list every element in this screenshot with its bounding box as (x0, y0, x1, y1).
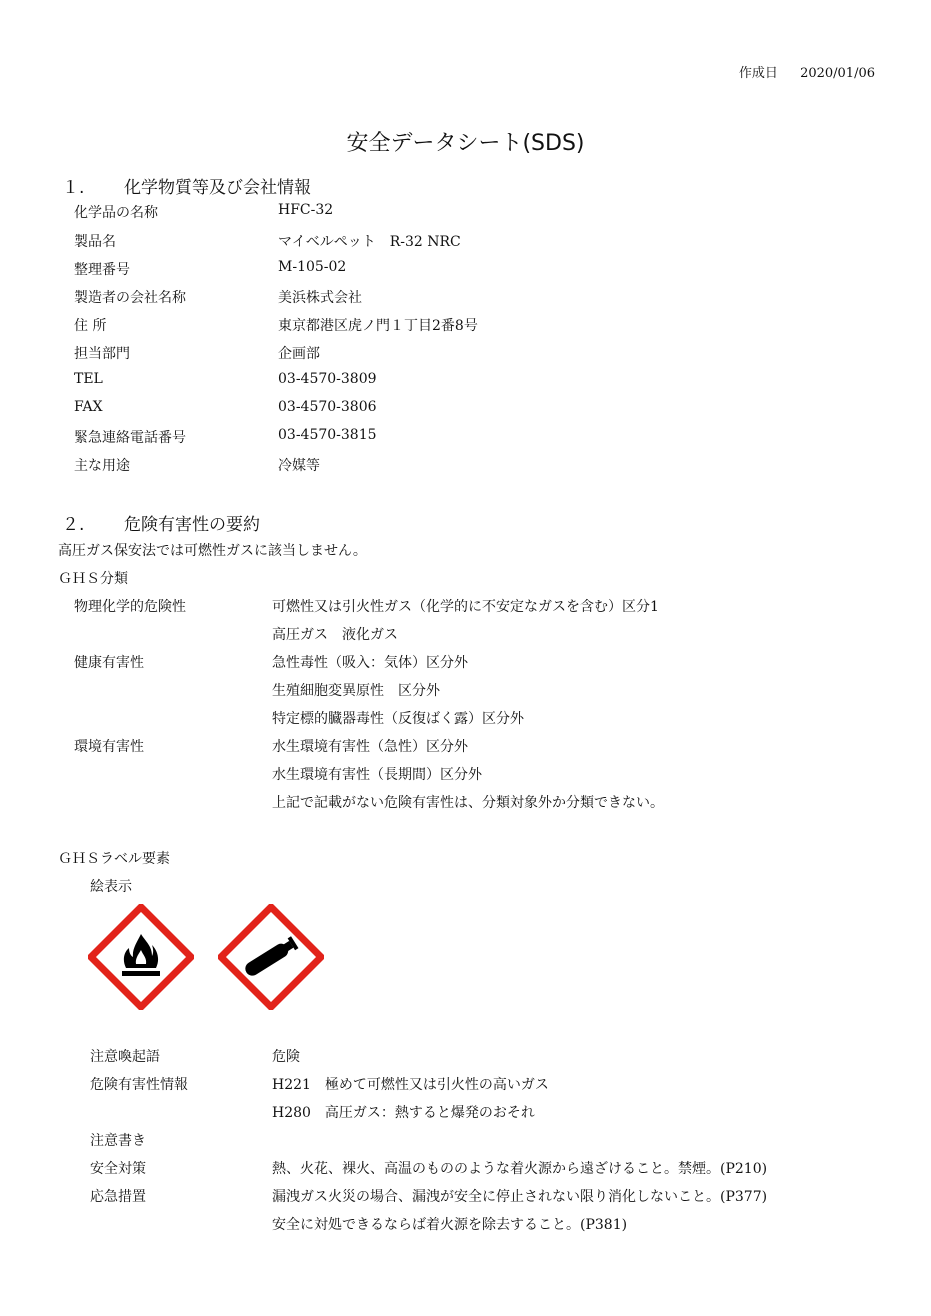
classification-value: 水生環境有害性（急性）区分外 (272, 739, 468, 755)
ghs-classification-title: ＧＨＳ分類 (58, 571, 128, 587)
s1-row-value: 企画部 (278, 346, 320, 362)
s1-row-value: 美浜株式会社 (278, 290, 362, 306)
s1-row-label: 住 所 (74, 318, 107, 334)
s1-row-value: マイベルペット R-32 NRC (278, 234, 461, 250)
flame-pictogram-icon (88, 904, 194, 1010)
s1-row-label: 担当部門 (74, 346, 130, 362)
section-1-number: １. (62, 178, 85, 198)
page-title: 安全データシート(SDS) (346, 131, 585, 156)
classification-label: 物理化学的危険性 (74, 599, 186, 615)
section-1-heading (62, 173, 311, 198)
label-row-label: 注意喚起語 (90, 1049, 160, 1065)
s1-row-value: 03-4570-3809 (278, 371, 377, 387)
s1-row-label: FAX (74, 399, 103, 415)
classification-label: 環境有害性 (74, 739, 144, 755)
signal-word: 危険 (272, 1049, 300, 1065)
section-2-title: 危険有害性の要約 (124, 515, 260, 535)
s1-row-value: 冷媒等 (278, 458, 320, 474)
s1-row-label: 化学品の名称 (74, 205, 158, 221)
s1-row-value: M-105-02 (278, 259, 347, 275)
section-1-title: 化学物質等及び会社情報 (124, 178, 311, 198)
hazard-statement: H280 高圧ガス：熱すると爆発のおそれ (272, 1105, 535, 1121)
ghs-label-elements-title: ＧＨＳラベル要素 (58, 851, 170, 867)
s1-row-value: 東京都港区虎ノ門１丁目2番8号 (278, 318, 478, 334)
gas-cylinder-pictogram-icon (218, 904, 324, 1010)
classification-label: 健康有害性 (74, 655, 144, 671)
precaution-statement: 漏洩ガス火災の場合、漏洩が安全に停止されない限り消化しないこと。(P377) (272, 1189, 768, 1205)
classification-value: 生殖細胞変異原性 区分外 (272, 683, 440, 699)
classification-value: 特定標的臓器毒性（反復ばく露）区分外 (272, 711, 524, 727)
label-row-label: 注意書き (90, 1133, 146, 1149)
s1-row-label: 製品名 (74, 234, 116, 250)
section-2-number: ２. (62, 515, 85, 535)
s1-row-label: 整理番号 (74, 262, 130, 278)
creation-date-value: 2020/01/06 (800, 66, 875, 81)
section-2-intro: 高圧ガス保安法では可燃性ガスに該当しません。 (58, 543, 367, 559)
s1-row-value: HFC-32 (278, 202, 334, 218)
creation-date-label: 作成日 (738, 66, 778, 81)
label-row-label: 応急措置 (90, 1189, 146, 1205)
classification-value: 水生環境有害性（長期間）区分外 (272, 767, 482, 783)
hazard-statement: H221 極めて可燃性又は引火性の高いガス (272, 1077, 549, 1093)
pictogram-title: 絵表示 (90, 879, 132, 895)
classification-value: 可燃性又は引火性ガス（化学的に不安定なガスを含む）区分1 (272, 599, 659, 615)
section-2-heading (62, 510, 260, 535)
s1-row-label: 緊急連絡電話番号 (74, 430, 186, 446)
classification-value: 高圧ガス 液化ガス (272, 627, 398, 643)
precaution-statement: 安全に対処できるならば着火源を除去すること。(P381) (272, 1217, 628, 1233)
s1-row-label: 主な用途 (74, 458, 130, 474)
classification-value: 上記で記載がない危険有害性は、分類対象外か分類できない。 (272, 795, 664, 811)
s1-row-value: 03-4570-3815 (278, 427, 377, 443)
s1-row-label: 製造者の会社名称 (74, 290, 186, 306)
label-row-label: 危険有害性情報 (90, 1077, 188, 1093)
s1-row-value: 03-4570-3806 (278, 399, 377, 415)
classification-value: 急性毒性（吸入：気体）区分外 (272, 655, 468, 671)
precaution-statement: 熱、火花、裸火、高温のもののような着火源から遠ざけること。禁煙。(P210) (272, 1161, 768, 1177)
creation-date (739, 62, 875, 81)
s1-row-label: TEL (74, 371, 103, 387)
label-row-label: 安全対策 (90, 1161, 146, 1177)
